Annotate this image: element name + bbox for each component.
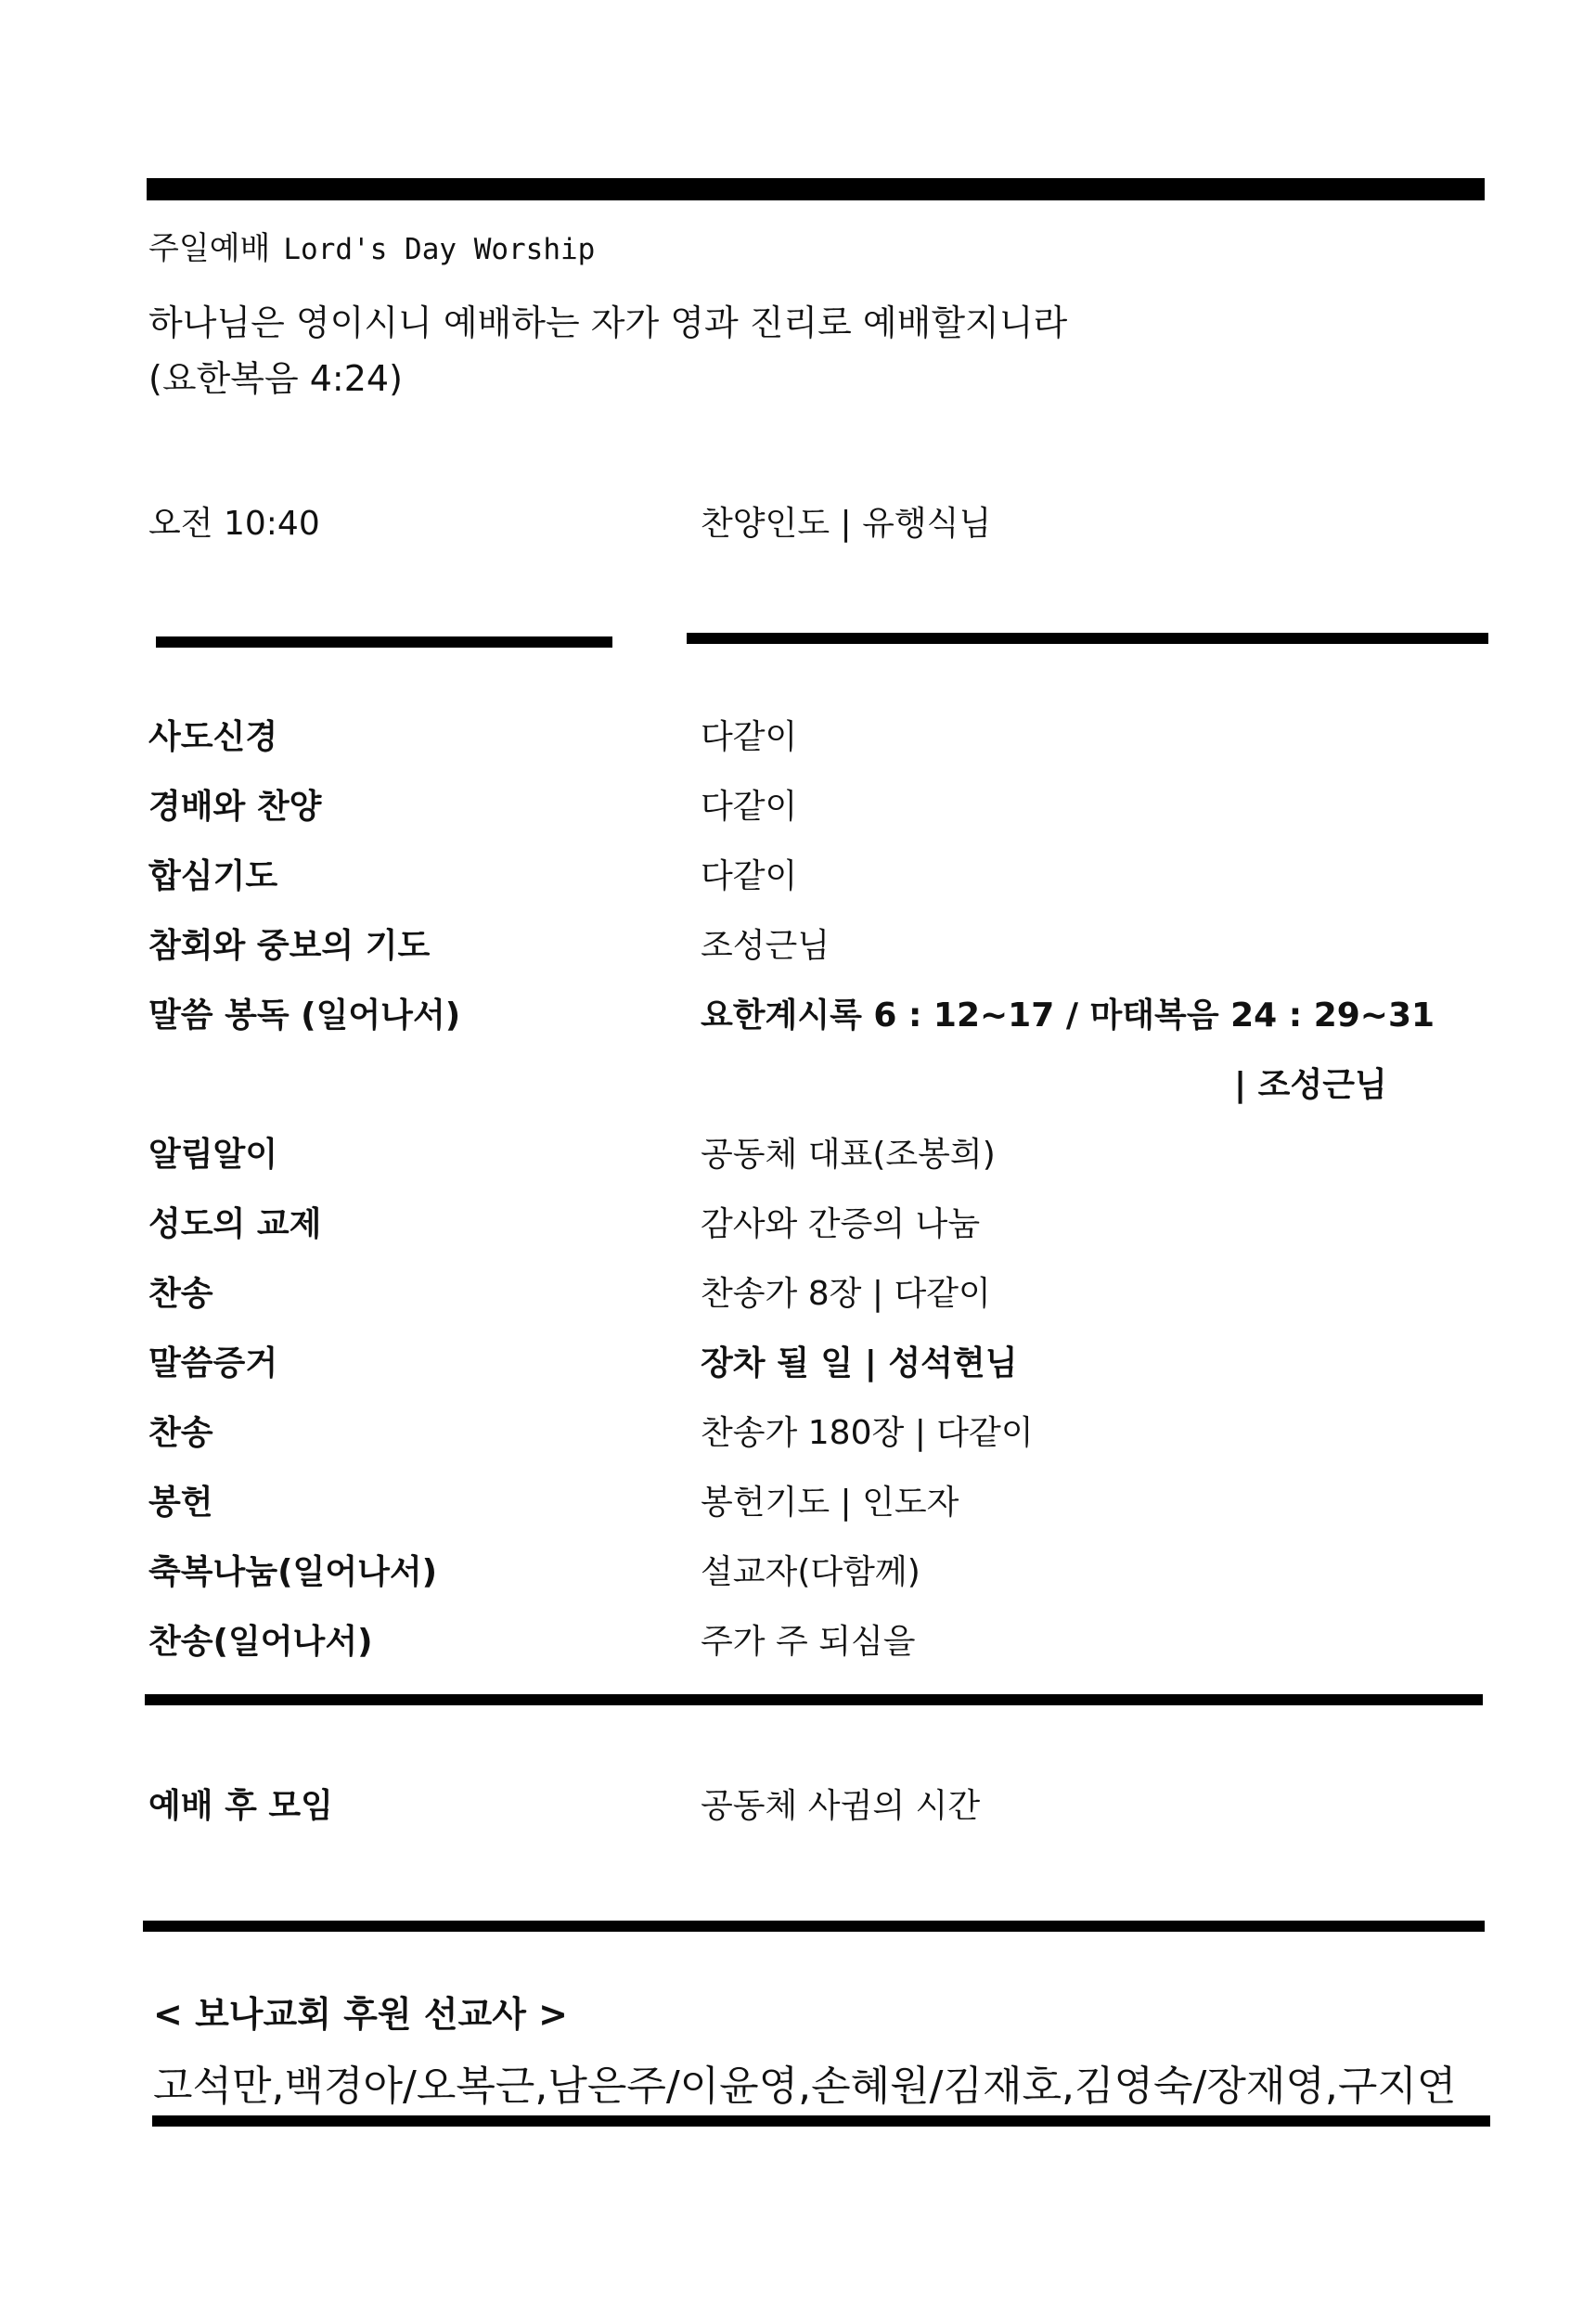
service-title-ko: 주일예배 xyxy=(148,230,271,267)
missionaries-title: < 보나교회 후원 선교사 > xyxy=(153,1994,568,2035)
order-item-label: 성도의 교제 xyxy=(148,1205,322,1243)
scripture-verse xyxy=(148,295,1067,406)
order-item-label: 말씀 봉독 (일어나서) xyxy=(148,996,461,1035)
top-divider xyxy=(147,178,1485,200)
order-item-label: 축복나눔(일어나서) xyxy=(148,1553,438,1591)
order-item-value: 공동체 대표(조봉희) xyxy=(701,1136,996,1174)
order-item-value: 설교자(다함께) xyxy=(701,1553,920,1591)
order-item-label: 찬송 xyxy=(148,1275,213,1313)
order-item-value: 요한계시록 6 : 12~17 / 마태복음 24 : 29~31 xyxy=(701,996,1435,1035)
order-item-value: 찬송가 180장 | 다같이 xyxy=(701,1414,1034,1452)
after-service-label: 예배 후 모임 xyxy=(148,1787,333,1825)
order-end-divider xyxy=(145,1694,1483,1705)
order-item-label: 합심기도 xyxy=(148,857,278,895)
order-item-value: 다같이 xyxy=(701,857,798,895)
order-item-label: 경배와 찬양 xyxy=(148,788,322,826)
missionaries-names: 고석만,백경아/오복근,남은주/이윤영,손혜원/김재호,김영숙/장재영,구지연 xyxy=(153,2063,1457,2110)
order-item-value: 다같이 xyxy=(701,788,798,826)
order-item-value: 찬송가 8장 | 다같이 xyxy=(701,1275,991,1313)
after-service-value: 공동체 사귐의 시간 xyxy=(701,1787,981,1825)
order-item-value: 조성근님 xyxy=(701,927,830,965)
verse-reference: (요한복음 4:24) xyxy=(148,358,403,399)
order-item-label: 봉헌 xyxy=(148,1484,213,1522)
order-item-label: 참회와 중보의 기도 xyxy=(148,927,431,965)
praise-leader: 찬양인도 | 유행식님 xyxy=(701,505,992,543)
service-title xyxy=(148,223,595,268)
right-divider xyxy=(687,633,1488,644)
order-item-label: 알림알이 xyxy=(148,1136,278,1174)
order-item-label: 찬송(일어나서) xyxy=(148,1623,373,1661)
order-item-value: 감사와 간증의 나눔 xyxy=(701,1205,981,1243)
service-time: 오전 10:40 xyxy=(148,505,320,543)
order-item-label: 말씀증거 xyxy=(148,1344,278,1382)
bottom-divider xyxy=(152,2115,1490,2127)
service-title-en: Lord's Day Worship xyxy=(283,233,596,266)
order-item-label: 사도신경 xyxy=(148,718,278,756)
order-item-value: 봉헌기도 | 인도자 xyxy=(701,1484,959,1522)
order-item-value: 다같이 xyxy=(701,718,798,756)
left-divider xyxy=(156,636,612,648)
mission-top-divider xyxy=(143,1921,1485,1932)
verse-text: 하나님은 영이시니 예배하는 자가 영과 진리로 예배할지니라 xyxy=(148,302,1068,343)
order-item-label: 찬송 xyxy=(148,1414,213,1452)
order-item-value: 장차 될 일 | 성석현님 xyxy=(701,1344,1018,1382)
order-item-value: 주가 주 되심을 xyxy=(701,1623,916,1661)
order-item-value-continuation: | 조성근님 xyxy=(1234,1066,1387,1104)
